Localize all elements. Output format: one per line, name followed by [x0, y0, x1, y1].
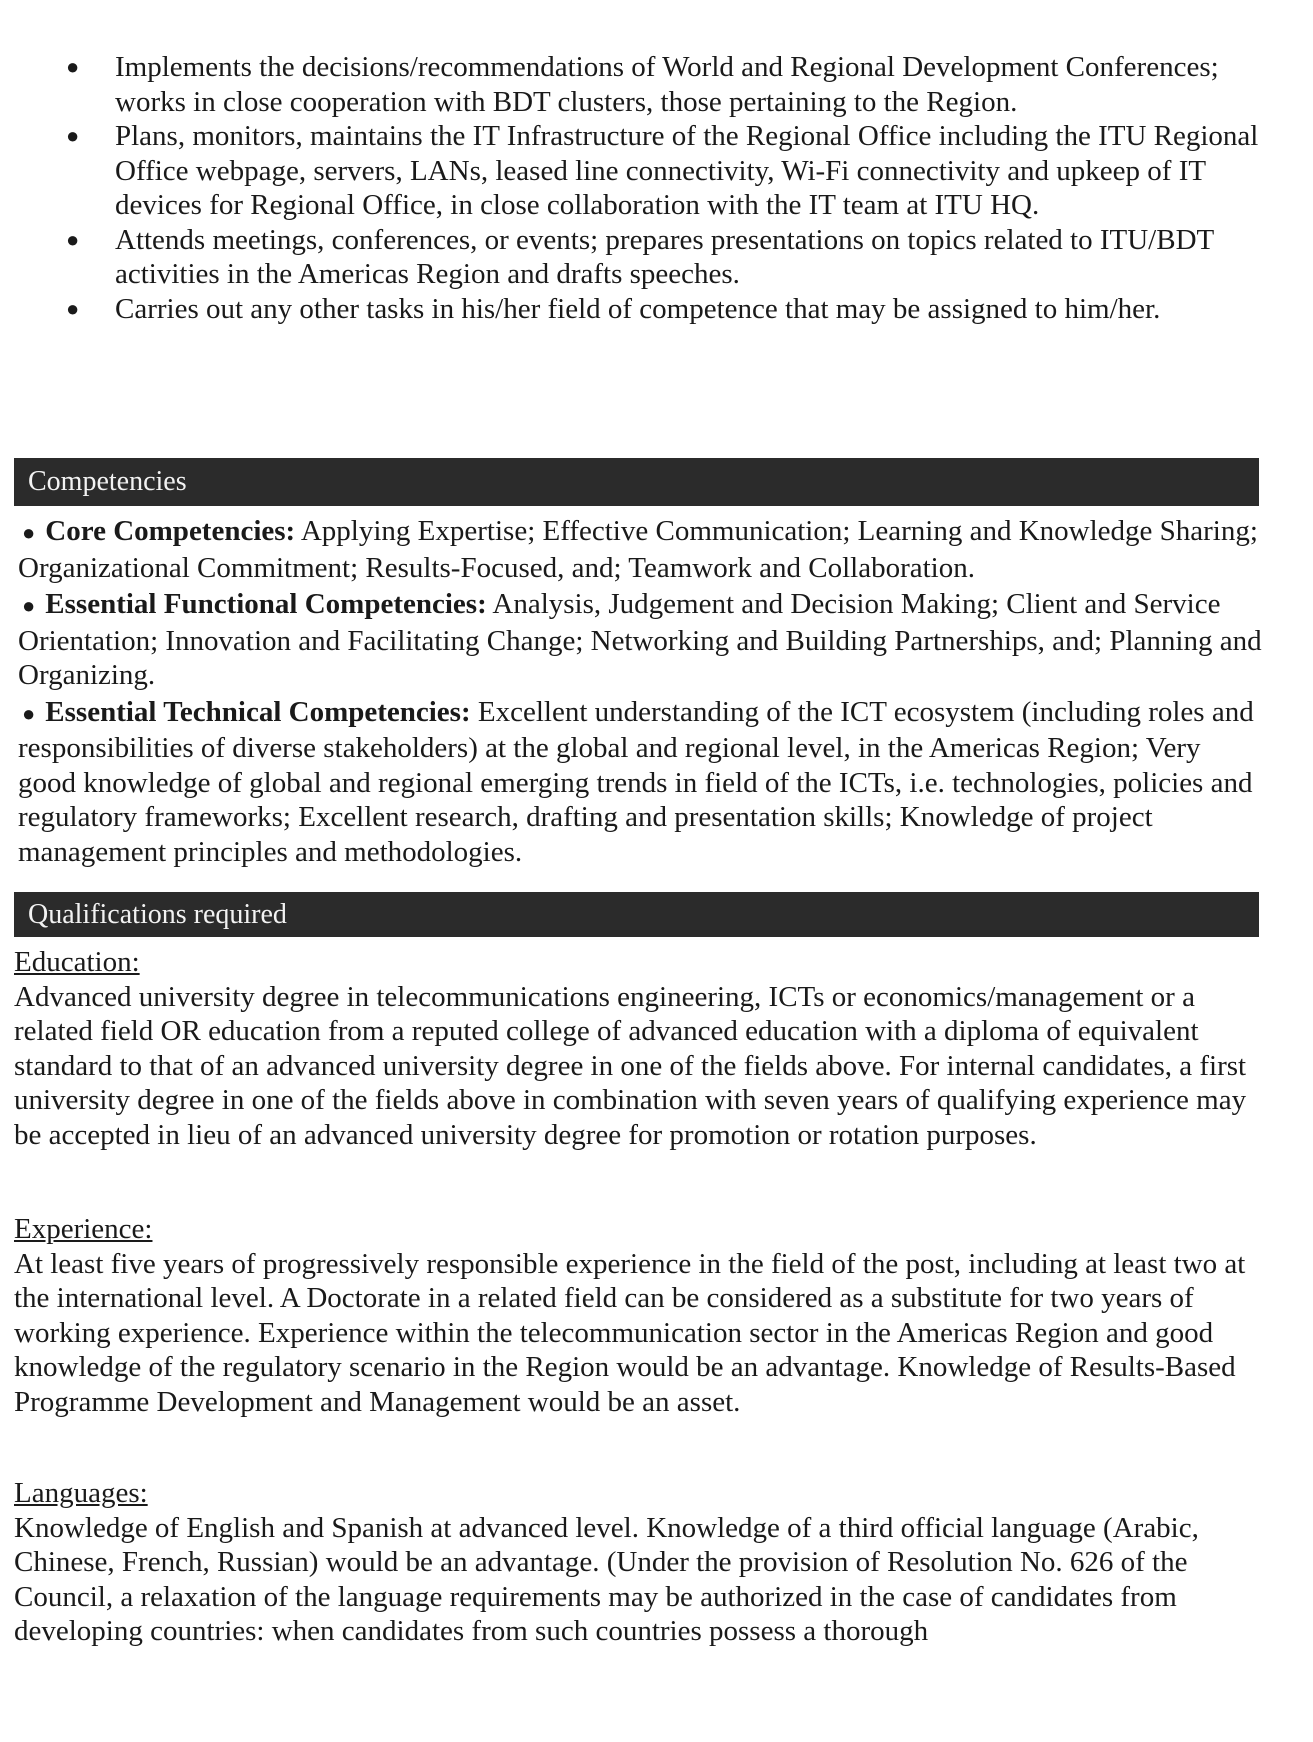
duty-item — [60, 119, 1260, 223]
languages-label: Languages: — [14, 1477, 148, 1509]
languages-text: Knowledge of English and Spanish at advanced level. Knowledge of a third official language (Arabic, Chinese, French, Russian) would be an advantage. (Under the provision of Resolution No. 626 of the Council, a relaxation of the language requirements may be authorized in the case of candidates from developing countries: when candidates from such countries possess a thorough — [14, 1511, 1199, 1647]
experience-label: Experience: — [14, 1213, 153, 1245]
bullet-icon: ● — [22, 520, 36, 545]
duty-text: Attends meetings, conferences, or events; prepares presentations on topics related to ITU/BDT activities in the Americas Region and drafts speeches. — [115, 223, 1214, 290]
duty-item — [60, 223, 1260, 292]
education-section — [14, 945, 1264, 1152]
bullet-icon: ● — [66, 123, 80, 148]
competency-text: Excellent understanding of the ICT ecosystem (including roles and responsibilities of diverse stakeholders) at the global and regional level, in the Americas Region; Very good knowledge of global and regional emerging trends in field of the ICTs, i.e. technologies, policies and regulatory frameworks; Excellent research, drafting and presentation skills; Knowledge of project management principles and methodologies. — [18, 695, 1254, 868]
bullet-icon: ● — [66, 295, 80, 321]
bullet-icon: ● — [22, 700, 36, 726]
competency-title: Essential Technical Competencies: — [45, 695, 471, 728]
duty-item — [60, 292, 1260, 327]
competency-item — [18, 587, 1263, 693]
qualifications-header: Qualifications required — [14, 892, 1259, 937]
duty-text: Implements the decisions/recommendations of World and Regional Development Conferences; works in close cooperation with BDT clusters, those pertaining to the Region. — [115, 51, 1219, 118]
competency-item — [18, 514, 1263, 585]
duties-list — [60, 50, 1260, 326]
languages-section — [14, 1476, 1264, 1649]
experience-section — [14, 1212, 1264, 1419]
competency-item — [18, 695, 1263, 870]
competency-title: Essential Functional Competencies: — [45, 588, 487, 620]
competencies-section — [18, 514, 1263, 871]
experience-text: At least five years of progressively responsible experience in the field of the post, including at least two at the international level. A Doctorate in a related field can be considered as a substitute for two years of working experience. Experience within the telecommunication sector in the Americas Region and good knowledge of the regulatory scenario in the Region would be an advantage. Knowledge of Results-Based Programme Development and Management would be an asset. — [14, 1247, 1246, 1418]
duty-item — [60, 50, 1260, 119]
competencies-header: Competencies — [14, 458, 1259, 506]
competency-text: Applying Expertise; Effective Communication; Learning and Knowledge Sharing; Organizational Commitment; Results-Focused, and; Teamwork and Collaboration. — [18, 515, 1258, 584]
bullet-icon: ● — [22, 593, 36, 618]
education-text: Advanced university degree in telecommunications engineering, ICTs or economics/management or a related field OR education from a reputed college of advanced education with a diploma of equivalent standard to that of an advanced university degree in one of the fields above. For internal candidates, a first university degree in one of the fields above in combination with seven years of qualifying experience may be accepted in lieu of an advanced university degree for promotion or rotation purposes. — [14, 980, 1247, 1151]
education-label: Education: — [14, 946, 140, 978]
duty-text: Carries out any other tasks in his/her field of competence that may be assigned to him/her. — [115, 292, 1161, 325]
competency-title: Core Competencies: — [45, 515, 296, 547]
duty-text: Plans, monitors, maintains the IT Infrastructure of the Regional Office including the ITU Regional Office webpage, servers, LANs, leased line connectivity, Wi-Fi connectivity and upkeep of IT devices for Regional Office, in close collaboration with the IT team at ITU HQ. — [115, 120, 1259, 221]
bullet-icon: ● — [66, 54, 80, 79]
bullet-icon: ● — [66, 226, 80, 252]
competency-text: Analysis, Judgement and Decision Making; Client and Service Orientation; Innovation and Facilitating Change; Networking and Building Partnerships, and; Planning and Organizing. — [18, 588, 1262, 691]
